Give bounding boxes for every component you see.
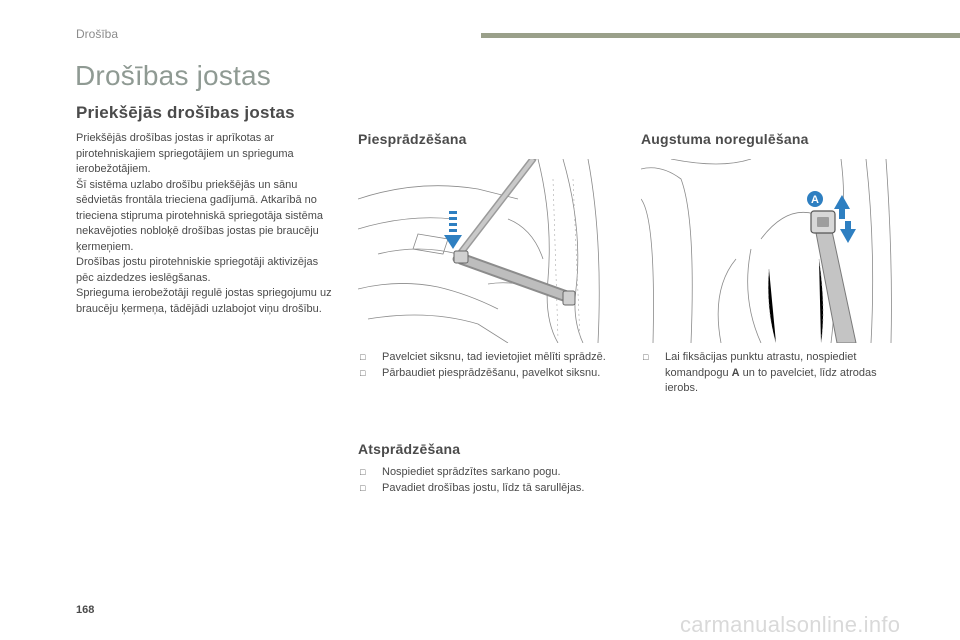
header-rule: [481, 33, 960, 38]
seat-belt-buckle-drawing: [358, 159, 616, 343]
page-title: Drošības jostas: [75, 60, 271, 91]
intro-paragraph: Sprieguma ierobežotāji regulē jostas spriegojumu uz braucēju ķermeņa, tādējādi uzlabojot viņu drošību.: [76, 287, 332, 315]
height-steps: [641, 350, 903, 397]
list-item-text-pre: Lai fiksācijas punktu atrastu, nospiediet komandpogu: [665, 351, 857, 379]
checkbox-icon: □: [360, 482, 366, 493]
page-subtitle: Priekšējās drošības jostas: [76, 103, 295, 122]
unfastening-steps: [358, 465, 620, 496]
page-number: 168: [76, 604, 95, 616]
callout-a-label: A: [811, 194, 819, 206]
watermark: carmanualsonline.info: [680, 612, 901, 637]
intro-paragraph: Šī sistēma uzlabo drošību priekšējās un sānu sēdvietās frontāla trieciena gadījumā. Atkarībā no trieciena stipruma pirotehniskā spriegotāja sistēma nekavējoties nobloķē drošības jostas pie braucēju ķermeņiem.: [76, 178, 324, 253]
checkbox-icon: □: [643, 352, 649, 362]
list-item-text: Pavelciet siksnu, tad ievietojiet mēlīti sprādzē.: [382, 351, 606, 363]
list-item: [358, 465, 620, 481]
intro-text: [76, 131, 338, 317]
intro-paragraph: Drošības jostu pirotehniskie spriegotāji aktivizējas pēc aizdedzes ieslēgšanas.: [76, 256, 319, 284]
checkbox-icon: □: [360, 367, 366, 378]
list-item: [641, 350, 903, 397]
checkbox-icon: □: [360, 352, 366, 362]
height-illustration: [641, 159, 899, 343]
list-item-text-post: un to pavelciet, līdz atrodas ierobs.: [665, 366, 877, 394]
intro-paragraph: Priekšējās drošības jostas ir aprīkotas ar pirotehniskajiem spriegotājiem un sprieguma ierobežotājiem.: [76, 132, 294, 175]
checkbox-icon: □: [360, 467, 366, 477]
unfastening-heading: Atsprādzēšana: [358, 441, 461, 457]
list-item-text: Pavadiet drošības jostu, līdz tā sarullējas.: [382, 481, 585, 494]
belt-height-adjuster-drawing: [641, 159, 899, 343]
section-label: Drošība: [76, 27, 119, 41]
height-heading: Augstuma noregulēšana: [641, 131, 809, 147]
list-item-text: Pārbaudiet piesprādzēšanu, pavelkot siksnu.: [382, 366, 601, 379]
fastening-steps: [358, 350, 616, 381]
list-item: [358, 481, 620, 497]
list-item: [358, 350, 616, 366]
list-item: [358, 366, 616, 382]
fastening-illustration: [358, 159, 616, 343]
list-item-text: Nospiediet sprādzītes sarkano pogu.: [382, 466, 561, 478]
button-a-ref: A: [731, 366, 740, 379]
fastening-heading: Piesprādzēšana: [358, 131, 467, 147]
